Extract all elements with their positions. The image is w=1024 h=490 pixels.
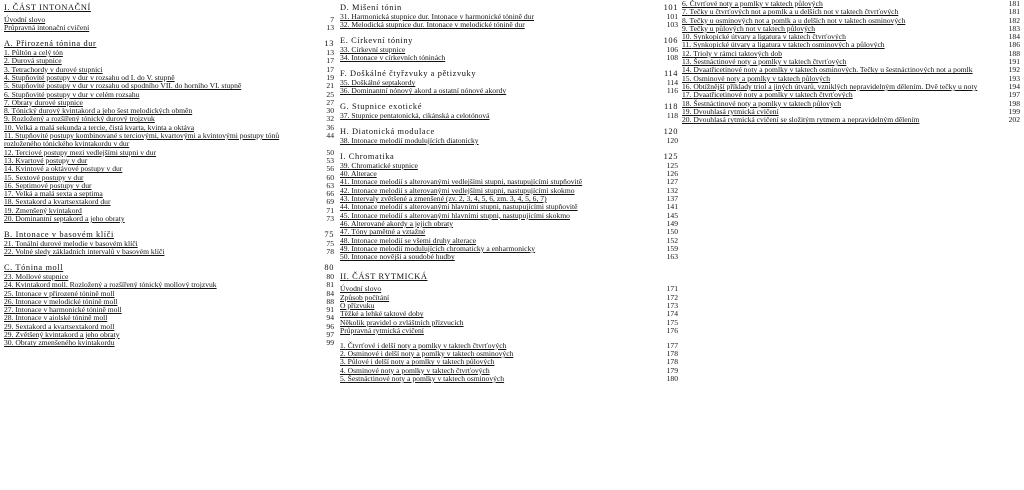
toc-entry-text xyxy=(340,137,662,145)
page-number: 106 xyxy=(663,36,678,46)
toc-entry-number: 5. xyxy=(340,373,346,383)
toc-entry-title: Církevní stupnice xyxy=(351,45,406,55)
section-heading-text: I. ČÁST INTONAČNÍ xyxy=(4,3,91,12)
toc-entry xyxy=(340,112,678,120)
page-number: 191 xyxy=(1008,57,1020,67)
toc-entry-title: Intonace melodií modulujících chromaticky a enharmonicky xyxy=(351,243,536,253)
toc-entry-text xyxy=(340,21,662,29)
section-heading-text: C. Tónina moll xyxy=(4,262,64,272)
toc-entry-number: 5. xyxy=(4,81,10,91)
toc-entry-title: Intonace v aiolské tónině moll xyxy=(15,313,108,323)
toc-entry xyxy=(340,294,678,302)
page-number: 179 xyxy=(666,365,678,375)
toc-entry-text xyxy=(4,339,318,347)
toc-entry-number: 14. xyxy=(682,65,692,75)
page-number: 173 xyxy=(666,301,678,311)
toc-column-2 xyxy=(340,0,678,383)
toc-entry-title: Obraty zmenšeného kvintakordu xyxy=(15,338,115,348)
toc-entry-number: 8. xyxy=(4,106,10,116)
toc-entry-title: Alterované akordy a jejich obraty xyxy=(350,218,454,228)
page-number: 80 xyxy=(324,262,334,272)
page-number: 75 xyxy=(326,238,334,248)
toc-entry xyxy=(340,375,678,383)
page-number: 114 xyxy=(663,69,678,79)
toc-entry xyxy=(340,253,678,261)
toc-entry-title: Osminové noty a pomlky v taktech půlových xyxy=(693,73,831,83)
page-number: 149 xyxy=(666,218,678,228)
toc-entry-title: Čtvrťové i delší noty a pomlky v taktech čtvrťových xyxy=(347,340,507,350)
toc-entry-title: Osminové i delší noty a pomlky v taktech osminových xyxy=(347,349,514,359)
page-number: 71 xyxy=(326,205,334,215)
toc-entry-title: Šestnáctinové noty a pomlky v taktech půlových xyxy=(693,98,842,108)
toc-entry-number: 9. xyxy=(4,114,10,124)
page-number: 178 xyxy=(666,357,678,367)
page-number: 27 xyxy=(326,97,334,107)
toc-entry-title: Úvodní slovo xyxy=(4,15,46,24)
page-number: 159 xyxy=(666,243,678,253)
toc-entry-title: Tečky u osminových not a pomlk a u delších not v taktech osminových xyxy=(689,15,906,25)
page-number: 30 xyxy=(326,106,334,116)
toc-entry-title: Intonace novější a soudobé hudby xyxy=(351,252,455,262)
toc-entry-number: 37. xyxy=(340,111,350,121)
toc-entry-title: Dvouhlasá rytmická cvičení se složitým rytmem a nepravidelným dělením xyxy=(693,115,920,125)
toc-entry-text xyxy=(4,132,318,149)
toc-entry-number: 1. xyxy=(4,48,10,58)
toc-entry-number: 1. xyxy=(340,340,346,350)
toc-entry-number: 15. xyxy=(4,172,14,182)
toc-entry-title: Intonace v melodické tónině moll xyxy=(15,296,118,306)
toc-entry-number: 12. xyxy=(4,147,14,157)
toc-entry-title: Intonace melodií se všemi druhy alterace xyxy=(351,235,477,245)
page-number: 127 xyxy=(666,177,678,187)
page-number: 88 xyxy=(326,296,334,306)
toc-entry-text xyxy=(340,375,662,383)
toc-entry xyxy=(340,162,678,170)
page-number: 56 xyxy=(326,164,334,174)
page-number: 53 xyxy=(326,155,334,165)
toc-entry-title: Stupňovité postupy v dur v rozsahu od spodního VII. do horního VI. stupně xyxy=(11,81,242,91)
toc-entry-number: 18. xyxy=(682,98,692,108)
toc-entry-number: 31. xyxy=(340,12,350,21)
page-number: 97 xyxy=(326,330,334,339)
toc-entry xyxy=(4,24,334,32)
toc-entry-number: 6. xyxy=(4,89,10,99)
page-number: 36 xyxy=(326,122,334,132)
toc-entry-title: Alterace xyxy=(350,169,377,179)
toc-entry-number: 14. xyxy=(4,164,14,174)
page-number: 125 xyxy=(663,151,678,161)
page-number: 120 xyxy=(666,136,678,146)
toc-entry-title: Trioly v rámci taktových dob xyxy=(693,48,782,58)
toc-entry-text xyxy=(4,248,318,256)
toc-entry-title: Průpravná intonační cvičení xyxy=(4,23,90,33)
toc-entry-number: 39. xyxy=(340,160,350,170)
page-number: 202 xyxy=(1008,115,1020,125)
toc-entry-title: Půltón a celý tón xyxy=(11,48,63,58)
toc-entry-text xyxy=(340,87,662,95)
toc-entry-title: Melodická stupnice dur. Intonace v melodické tónině dur xyxy=(351,20,525,30)
page-number: 13 xyxy=(326,23,334,33)
section-heading-text: I. Chromatika xyxy=(340,151,395,161)
toc-entry-number: 35. xyxy=(340,78,350,88)
page-number: 63 xyxy=(326,180,334,190)
section-heading-text: H. Diatonická modulace xyxy=(340,127,435,137)
page-number: 141 xyxy=(666,202,678,212)
toc-entry-title: Způsob počítání xyxy=(340,292,390,302)
toc-entry-title: Septimové postupy v dur xyxy=(15,180,92,190)
toc-entry-title: Kvintakord moll. Rozložený a rozšířený tónický mollový trojzvuk xyxy=(15,280,217,290)
toc-entry-text xyxy=(340,327,662,335)
toc-entry-number: 7. xyxy=(4,97,10,107)
page-number: 25 xyxy=(326,89,334,99)
toc-entry-title: Doškálné septakordy xyxy=(351,78,416,88)
toc-entry-title: Zvětšený kvintakord a jeho obraty xyxy=(15,330,120,339)
toc-entry-number: 19. xyxy=(4,205,14,215)
toc-entry-number: 9. xyxy=(682,23,688,33)
toc-entry-title: Dvaatřicetinové noty a pomlky v taktech čtvrťových xyxy=(693,90,853,100)
page-number: 94 xyxy=(326,313,334,323)
section-heading-text: G. Stupnice exotické xyxy=(340,102,423,112)
page-number: 78 xyxy=(326,247,334,257)
toc-entry-number: 29. xyxy=(4,330,14,339)
toc-entry-title: Čtvrťové noty a pomlky v taktech půlových xyxy=(689,0,823,8)
page-number: 99 xyxy=(326,338,334,348)
toc-entry-title: Tónický durový kvintakord a jeho šest melodických obměn xyxy=(11,106,193,116)
page-number: 132 xyxy=(666,185,678,195)
toc-entry-text xyxy=(4,24,318,32)
toc-entry xyxy=(340,137,678,145)
toc-entry-number: 40. xyxy=(340,169,350,179)
toc-entry-title: Sextakord a kvartsextakord moll xyxy=(15,321,115,331)
page-number: 180 xyxy=(666,373,678,383)
toc-entry-number: 11. xyxy=(682,40,692,50)
toc-entry-number: 48. xyxy=(340,235,350,245)
toc-entry-number: 8. xyxy=(682,15,688,25)
toc-entry-title: Půlové i delší noty a pomlky v taktech půlových xyxy=(347,357,495,367)
page-number: 21 xyxy=(326,81,334,91)
section-heading-text: B. Intonace v basovém klíči xyxy=(4,229,114,239)
section-heading xyxy=(4,3,334,13)
toc-entry-number: 22. xyxy=(4,247,14,257)
page-number: 106 xyxy=(666,45,678,55)
page-number: 101 xyxy=(666,12,678,21)
toc-entry xyxy=(340,327,678,335)
toc-entry-text xyxy=(682,116,1004,124)
toc-entry-number: 43. xyxy=(340,194,350,204)
toc-entry-title: Velká a malá sekunda a tercie, čistá kvarta, kvinta a oktáva xyxy=(15,122,195,132)
toc-entry-title: Intonace melodií s alterovanými hlavními stupni, nastupujícími stupňovitě xyxy=(351,202,578,212)
page-number: 174 xyxy=(666,309,678,319)
toc-entry-number: 21. xyxy=(4,238,14,248)
toc-entry-title: Úvodní slovo xyxy=(340,284,382,294)
page-number: 194 xyxy=(1008,81,1020,91)
page-number: 184 xyxy=(1008,32,1020,42)
section-heading-text: D. Mišení tónin xyxy=(340,3,402,12)
toc-entry-number: 32. xyxy=(340,20,350,30)
toc-entry-title: Chromatické stupnice xyxy=(351,160,418,170)
toc-entry-text xyxy=(340,112,662,120)
toc-entry-title: Stupňovité postupy v dur v rozsahu od I. do V. stupně xyxy=(11,72,175,82)
toc-entry-number: 11. xyxy=(4,131,14,141)
toc-entry-number: 30. xyxy=(4,338,14,348)
toc-entry xyxy=(340,54,678,62)
page-number: 188 xyxy=(1008,48,1020,58)
page-number: 50 xyxy=(326,147,334,157)
page-number: 183 xyxy=(1008,23,1020,33)
page-number: 120 xyxy=(663,127,678,137)
page-number: 91 xyxy=(326,305,334,315)
toc-entry-title: Stupňovité postupy v dur v celém rozsahu xyxy=(11,89,140,99)
toc-entry xyxy=(340,285,678,293)
toc-column-1 xyxy=(4,0,334,348)
toc-entry-title: Obraty durové stupnice xyxy=(11,97,83,107)
page-number: 199 xyxy=(1008,106,1020,116)
toc-entry-number: 24. xyxy=(4,280,14,290)
page-number: 19 xyxy=(326,72,334,82)
toc-entry-number: 15. xyxy=(682,73,692,83)
page-number: 13 xyxy=(324,39,334,49)
toc-entry-text xyxy=(340,294,662,302)
toc-entry-title: Dominantní septakord a jeho obraty xyxy=(15,214,125,224)
page-number: 7 xyxy=(330,15,334,24)
section-heading-text: II. ČÁST RYTMICKÁ xyxy=(340,272,428,282)
toc-entry-title: Stupňovité postupy kombinované s terciovými, kvartovými a kvintovými postupy tónů rozloženého tónického kvintakordu v dur xyxy=(4,131,280,149)
page-number: 126 xyxy=(666,169,678,179)
page-number: 192 xyxy=(1008,65,1020,75)
page-number: 172 xyxy=(666,292,678,302)
toc-entry-title: O přízvuku xyxy=(340,301,375,311)
spacer xyxy=(340,261,678,272)
toc-entry xyxy=(4,339,334,347)
toc-entry-title: Tonální durové melodie v basovém klíči xyxy=(15,238,138,248)
page-number: 73 xyxy=(326,214,334,224)
page-number: 81 xyxy=(326,280,334,290)
toc-entry-title: Dvouhlasá rytmická cvičení xyxy=(693,106,779,116)
toc-entry-number: 36. xyxy=(340,86,350,96)
toc-entry-number: 13. xyxy=(682,57,692,67)
page-number: 152 xyxy=(666,235,678,245)
page-number: 178 xyxy=(666,349,678,359)
toc-entry-title: Volné sledy základních intervalů v basovém klíči xyxy=(15,247,165,257)
toc-entry-number: 46. xyxy=(340,218,350,228)
page-number: 186 xyxy=(1008,40,1020,50)
toc-entry-number: 12. xyxy=(682,48,692,58)
section-heading xyxy=(340,272,678,282)
page-number: 80 xyxy=(326,271,334,281)
toc-entry-number: 20. xyxy=(4,214,14,224)
page-number: 193 xyxy=(1008,73,1020,83)
page-number: 69 xyxy=(326,197,334,207)
section-heading-text: E. Církevní tóniny xyxy=(340,36,413,46)
toc-entry-title: Tóny pamětné a vztažné xyxy=(351,227,426,237)
toc-entry-title: Tečky u čtvrťových not a pomlk a u delších not v taktech čtvrťových xyxy=(689,7,899,17)
toc-entry-number: 17. xyxy=(682,90,692,100)
toc-entry-number: 23. xyxy=(4,271,14,281)
toc-entry-title: Intonace v harmonické tónině moll xyxy=(15,305,122,315)
page-number: 163 xyxy=(666,252,678,262)
page-number: 118 xyxy=(663,102,678,112)
toc-entry-title: Kvartové postupy v dur xyxy=(15,155,88,165)
toc-entry-number: 49. xyxy=(340,243,350,253)
toc-entry-number: 18. xyxy=(4,197,14,207)
page-number: 137 xyxy=(666,194,678,204)
page-number: 177 xyxy=(666,340,678,350)
toc-entry-title: Harmonická stupnice dur. Intonace v harmonické tónině dur xyxy=(351,12,535,21)
toc-entry-number: 17. xyxy=(4,189,14,199)
toc-entry-number: 10. xyxy=(4,122,14,132)
page-number: 17 xyxy=(326,64,334,74)
page-number: 17 xyxy=(326,56,334,66)
page-number: 182 xyxy=(1008,15,1020,25)
section-heading-text: F. Doškálné čtyřzvuky a pětizvuky xyxy=(340,69,477,79)
toc-entry-title: Intonace melodií s alterovanými vedlejšími stupni, nastupujícími skokmo xyxy=(351,185,575,195)
toc-entry-title: Těžké a lehké taktové doby xyxy=(340,309,424,319)
toc-entry-number: 28. xyxy=(4,313,14,323)
toc-entry-number: 42. xyxy=(340,185,350,195)
toc-entry-number: 16. xyxy=(4,180,14,190)
toc-entry-number: 47. xyxy=(340,227,350,237)
toc-entry-title: Obtížnější příklady triol a jiných útvarů, vzniklých nepravidelným dělením. Dvě tečky u noty xyxy=(693,81,978,91)
page-number: 118 xyxy=(666,111,678,121)
toc-entry-title: Průpravná rytmická cvičení xyxy=(340,325,424,335)
toc-entry-title: Osminové noty a pomlky v taktech čtvrťových xyxy=(347,365,490,375)
toc-entry xyxy=(4,215,334,223)
toc-entry-number: 6. xyxy=(682,0,688,8)
page-number: 108 xyxy=(666,53,678,63)
toc-entry-title: Mollové stupnice xyxy=(15,271,69,281)
toc-entry-title: Dvaatřicetinové noty a pomlky v taktech osminových. Tečky u šestnáctinových not a pomlk xyxy=(693,65,973,75)
toc-entry-number: 45. xyxy=(340,210,350,220)
toc-entry-number: 29. xyxy=(4,321,14,331)
page-number: 181 xyxy=(1008,7,1020,17)
page-number: 145 xyxy=(666,210,678,220)
page-number: 44 xyxy=(326,131,334,141)
toc-entry-number: 27. xyxy=(4,305,14,315)
page-number: 103 xyxy=(666,20,678,30)
page-number: 66 xyxy=(326,189,334,199)
page-number: 175 xyxy=(666,317,678,327)
toc-entry-number: 50. xyxy=(340,252,350,262)
toc-entry xyxy=(682,116,1020,124)
page-number: 60 xyxy=(326,172,334,182)
toc-entry-title: Intonace v přirozené tónině moll xyxy=(15,288,115,298)
toc-entry-title: Synkopické útvary a ligatura v taktech osminových a půlových xyxy=(693,40,885,50)
toc-entry-number: 13. xyxy=(4,155,14,165)
toc-entry-title: Několik pravidel o zvláštních přízvucích xyxy=(340,317,464,327)
toc-entry-text xyxy=(340,54,662,62)
page-number: 84 xyxy=(326,288,334,298)
page-number: 101 xyxy=(663,3,678,12)
toc-entry-title: Intonace melodií s alterovanými hlavními stupni, nastupujícími skokmo xyxy=(351,210,570,220)
toc-entry-number: 38. xyxy=(340,136,350,146)
toc-entry-title: Kvintové a oktávové postupy v dur xyxy=(15,164,123,174)
toc-entry-number: 33. xyxy=(340,45,350,55)
toc-entry-title: Intonace melodií s alterovanými vedlejšími stupni, nastupujícími stupňovitě xyxy=(351,177,583,187)
toc-entry-title: Stupnice pentatonická, cikánská a celotónová xyxy=(351,111,490,121)
toc-entry-number: 16. xyxy=(682,81,692,91)
page-number: 181 xyxy=(1008,0,1020,8)
toc-entry-title: Sextakord a kvartsextakord dur xyxy=(15,197,111,207)
page-number: 176 xyxy=(666,325,678,335)
page-number: 32 xyxy=(326,114,334,124)
toc-entry-number: 2. xyxy=(4,56,10,66)
toc-entry xyxy=(4,132,334,149)
toc-entry-number: 4. xyxy=(4,72,10,82)
page-number: 13 xyxy=(326,48,334,58)
toc-entry-number: 4. xyxy=(340,365,346,375)
toc-entry-number: 2. xyxy=(340,349,346,359)
page-number: 171 xyxy=(666,284,678,294)
page-number: 96 xyxy=(326,321,334,331)
toc-entry-title: Rozložený a rozšířený tónický durový trojzvuk xyxy=(11,114,155,124)
toc-entry-text xyxy=(4,215,318,223)
toc-entry-number: 19. xyxy=(682,106,692,116)
toc-entry-title: Durová stupnice xyxy=(11,56,62,66)
toc-entry-title: Dominantní nónový akord a ostatní nónové akordy xyxy=(351,86,507,96)
toc-entry-title: Zmenšený kvintakord xyxy=(15,205,82,215)
toc-entry-title: Tetrachordy v durové stupnici xyxy=(11,64,103,74)
page-number: 116 xyxy=(666,86,678,96)
toc-entry-title: Intonace v církevních tóninách xyxy=(351,53,446,63)
page-number: 150 xyxy=(666,227,678,237)
toc-entry-title: Sextové postupy v dur xyxy=(15,172,84,182)
page-number: 197 xyxy=(1008,90,1020,100)
page-number: 75 xyxy=(324,229,334,239)
toc-entry-number: 34. xyxy=(340,53,350,63)
toc-entry-text xyxy=(340,162,662,170)
toc-entry xyxy=(4,248,334,256)
toc-entry xyxy=(340,21,678,29)
toc-entry-title: Šestnáctinové noty a pomlky v taktech osminových xyxy=(347,373,505,383)
toc-entry-title: Intervaly zvětšené a zmenšené (zv. 2, 3, 4, 5, 6, zm. 3, 4, 5, 6, 7) xyxy=(351,194,547,204)
toc-entry-title: Synkopické útvary a ligatura v taktech čtvrťových xyxy=(693,32,846,42)
toc-column-3 xyxy=(682,0,1020,124)
toc-entry-number: 44. xyxy=(340,202,350,212)
toc-entry-number: 26. xyxy=(4,296,14,306)
toc-entry-title: Terciové postupy mezi vedlejšími stupni v dur xyxy=(15,147,157,157)
toc-entry-number: 10. xyxy=(682,32,692,42)
toc-entry-title: Tečky u půlových not v taktech půlových xyxy=(689,23,816,33)
toc-entry-title: Šestnáctinové noty a pomlky v taktech čtvrťových xyxy=(693,57,847,67)
page-number: 114 xyxy=(666,78,678,88)
section-heading-text: A. Přirozená tónina dur xyxy=(4,39,97,49)
toc-entry-text xyxy=(340,253,662,261)
page-number: 198 xyxy=(1008,98,1020,108)
toc-entry-number: 41. xyxy=(340,177,350,187)
toc-entry-number: 7. xyxy=(682,7,688,17)
toc-entry-number: 25. xyxy=(4,288,14,298)
toc-entry-title: Velká a malá sexta a septima xyxy=(15,189,103,199)
toc-entry-title: Intonace melodií modulujících diatonicky xyxy=(351,136,479,146)
page-number: 125 xyxy=(666,160,678,170)
toc-entry-number: 3. xyxy=(340,357,346,367)
toc-entry xyxy=(340,87,678,95)
toc-entry-number: 3. xyxy=(4,64,10,74)
toc-entry-number: 20. xyxy=(682,115,692,125)
